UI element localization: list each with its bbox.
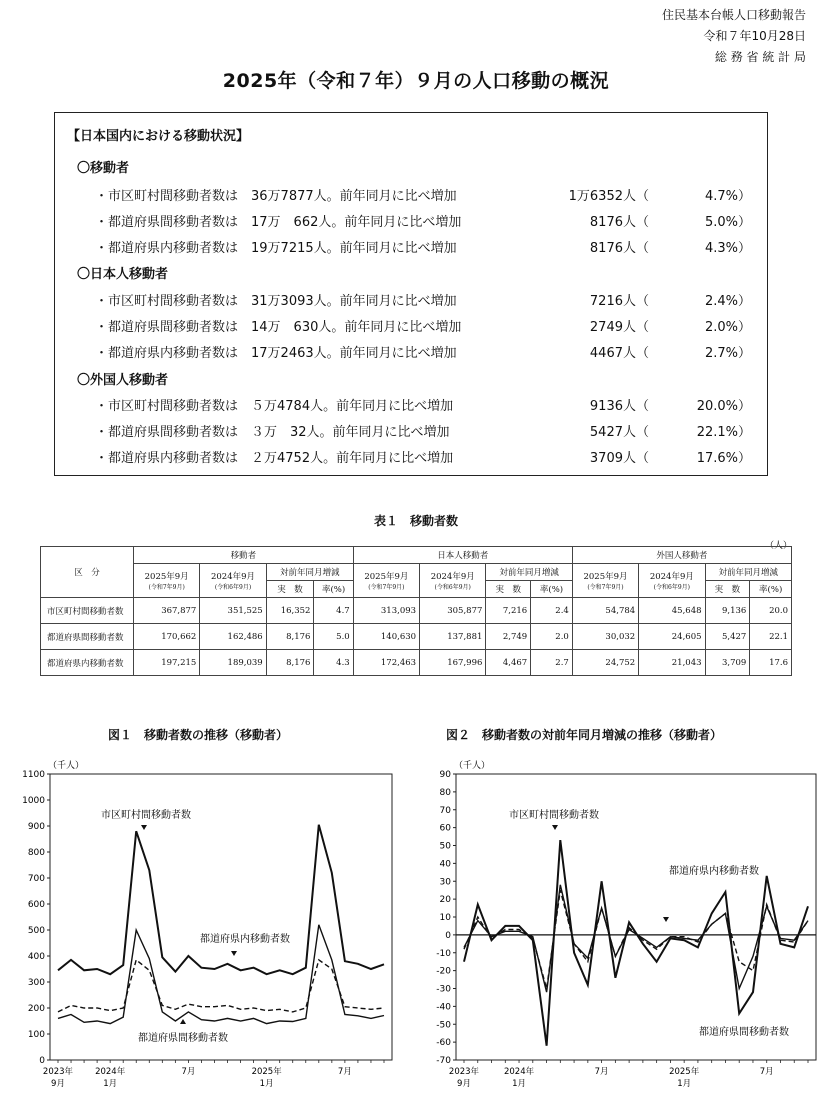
table-cell: 2.7 — [531, 650, 573, 676]
summary-row-rate: 2.7%） — [704, 346, 751, 361]
figure2-title: 図２ 移動者数の対前年同月増減の推移（移動者） — [446, 728, 723, 742]
col-2025: 2025年9月 (令和7年9月) — [353, 564, 419, 598]
table-cell: 351,525 — [200, 598, 266, 624]
table-cell: 21,043 — [639, 650, 705, 676]
summary-row-increase: 1万6352人（ — [568, 189, 649, 204]
col-count: 実 数 — [705, 581, 750, 598]
y-tick-label: -40 — [436, 1002, 451, 1013]
annotation-arrow — [663, 917, 669, 922]
annotation-arrow — [141, 825, 147, 830]
table-cell: 197,215 — [134, 650, 200, 676]
x-tick-label: 9月 — [457, 1079, 471, 1089]
x-tick-label: 7月 — [337, 1067, 352, 1077]
table1-title: 表１ 移動者数 — [373, 514, 458, 528]
report-name: 住民基本台帳人口移動報告 — [661, 8, 806, 22]
y-tick-label: 200 — [27, 1004, 45, 1014]
col-2024: 2024年9月 (令和6年9月) — [420, 564, 486, 598]
y-tick-label: -10 — [436, 948, 451, 959]
annotation-arrow — [231, 951, 237, 956]
col-2025: 2025年9月 (令和7年9月) — [134, 564, 200, 598]
summary-row-increase: 5427人（ — [589, 425, 649, 440]
y-axis-unit: （千人） — [48, 761, 85, 771]
table-cell: 2.0 — [531, 624, 573, 650]
table-row — [41, 624, 792, 650]
y-tick-label: 300 — [27, 978, 45, 988]
group-header: 日本人移動者 — [353, 547, 572, 564]
row-label: 都道府県内移動者数 — [41, 650, 134, 676]
summary-heading: 【日本国内における移動状況】 — [67, 129, 250, 144]
x-tick-label: 7月 — [759, 1067, 774, 1077]
x-tick-label: 1月 — [103, 1079, 118, 1089]
table-cell: 45,648 — [639, 598, 705, 624]
table-cell: 189,039 — [200, 650, 266, 676]
col-rate: 率(%) — [531, 581, 573, 598]
col-count: 実 数 — [486, 581, 531, 598]
summary-row — [95, 237, 755, 257]
table-cell: 22.1 — [750, 624, 792, 650]
figure1-title: 図１ 移動者数の推移（移動者） — [108, 728, 289, 742]
table-row — [41, 650, 792, 676]
y-tick-label: 1000 — [22, 796, 45, 806]
summary-row-desc: ・都道府県間移動者数は 17万 662人。前年同月に比べ増加 — [95, 215, 462, 230]
col-kubun: 区 分 — [41, 547, 134, 598]
group-header: 移動者 — [134, 547, 354, 564]
summary-row-increase: 9136人（ — [589, 399, 649, 414]
annotation-arrow — [180, 1019, 186, 1024]
table-cell: 137,881 — [420, 624, 486, 650]
y-tick-label: 80 — [439, 787, 451, 798]
x-tick-label: 9月 — [51, 1079, 65, 1089]
table-cell: 367,877 — [134, 598, 200, 624]
table-cell: 20.0 — [750, 598, 792, 624]
summary-row — [95, 290, 755, 310]
table-cell: 313,093 — [353, 598, 419, 624]
table-cell: 172,463 — [353, 650, 419, 676]
y-tick-label: -50 — [436, 1020, 451, 1031]
table-cell: 54,784 — [572, 598, 638, 624]
y-tick-label: 70 — [439, 805, 451, 816]
summary-row-increase: 8176人（ — [589, 241, 649, 256]
section-all-movers: 〇移動者 — [77, 161, 130, 176]
table-cell: 7,216 — [486, 598, 531, 624]
summary-row-rate: 4.7%） — [704, 189, 751, 204]
x-tick-label: 1月 — [512, 1079, 527, 1089]
figure2-chart — [416, 756, 828, 1101]
table1 — [40, 546, 792, 676]
table-cell: 2.4 — [531, 598, 573, 624]
group-header: 外国人移動者 — [572, 547, 791, 564]
x-tick-label: 2023年 — [42, 1067, 74, 1077]
summary-row-desc: ・市区町村間移動者数は 31万3093人。前年同月に比べ増加 — [95, 294, 457, 309]
y-tick-label: 1100 — [22, 770, 45, 780]
summary-row-desc: ・都道府県間移動者数は ３万 32人。前年同月に比べ増加 — [95, 425, 450, 440]
x-tick-label: 2023年 — [448, 1067, 480, 1077]
y-tick-label: -70 — [436, 1056, 451, 1066]
table-cell: 17.6 — [750, 650, 792, 676]
table-cell: 4,467 — [486, 650, 531, 676]
annotation-label: 都道府県間移動者数 — [138, 1033, 228, 1044]
table-cell: 8,176 — [266, 650, 314, 676]
table-row — [41, 598, 792, 624]
col-2025: 2025年9月 (令和7年9月) — [572, 564, 638, 598]
y-tick-label: 40 — [439, 859, 451, 870]
y-tick-label: 400 — [27, 952, 45, 962]
table-cell: 162,486 — [200, 624, 266, 650]
summary-row-rate: 2.0%） — [704, 320, 751, 335]
annotation-label: 都道府県内移動者数 — [669, 866, 759, 877]
y-tick-label: 700 — [27, 874, 45, 884]
y-tick-label: 0 — [445, 930, 451, 941]
summary-row — [95, 447, 755, 467]
col-diff: 対前年同月増減 — [705, 564, 791, 581]
summary-row-rate: 2.4%） — [704, 294, 751, 309]
summary-row — [95, 342, 755, 362]
x-tick-label: 1月 — [259, 1079, 274, 1089]
summary-row — [95, 316, 755, 336]
y-axis-unit: （千人） — [454, 761, 491, 771]
col-diff: 対前年同月増減 — [266, 564, 353, 581]
row-label: 市区町村間移動者数 — [41, 598, 134, 624]
col-rate: 率(%) — [314, 581, 353, 598]
annotation-label: 都道府県内移動者数 — [200, 934, 290, 945]
y-tick-label: 600 — [27, 900, 45, 910]
table-cell: 30,032 — [572, 624, 638, 650]
y-tick-label: 10 — [439, 913, 451, 923]
table-cell: 167,996 — [420, 650, 486, 676]
y-tick-label: -30 — [436, 984, 451, 995]
annotation-arrow — [552, 825, 558, 830]
summary-row — [95, 421, 755, 441]
table-cell: 170,662 — [134, 624, 200, 650]
y-tick-label: 30 — [439, 877, 451, 888]
series-line-0 — [58, 825, 384, 975]
summary-box — [54, 112, 768, 476]
annotation-label: 都道府県間移動者数 — [699, 1027, 789, 1038]
y-tick-label: -60 — [436, 1038, 451, 1049]
table-cell: 3,709 — [705, 650, 750, 676]
annotation-label: 市区町村間移動者数 — [509, 810, 599, 821]
col-2024: 2024年9月 (令和6年9月) — [639, 564, 705, 598]
y-tick-label: 100 — [27, 1030, 45, 1040]
table1-unit: （人） — [764, 541, 792, 551]
summary-row-desc: ・都道府県内移動者数は ２万4752人。前年同月に比べ増加 — [95, 451, 454, 466]
summary-row — [95, 211, 755, 231]
table-cell: 4.7 — [314, 598, 353, 624]
summary-row-desc: ・市区町村間移動者数は ５万4784人。前年同月に比べ増加 — [95, 399, 454, 414]
summary-row-rate: 20.0%） — [696, 399, 751, 414]
y-tick-label: 800 — [27, 848, 45, 858]
series-line-1 — [464, 890, 808, 988]
col-2024: 2024年9月 (令和6年9月) — [200, 564, 266, 598]
summary-row-rate: 5.0%） — [704, 215, 751, 230]
x-tick-label: 1月 — [677, 1079, 692, 1089]
summary-row-increase: 7216人（ — [589, 294, 649, 309]
table-cell: 4.3 — [314, 650, 353, 676]
summary-row — [95, 185, 755, 205]
report-date: 令和７年10月28日 — [703, 29, 806, 43]
table-cell: 5.0 — [314, 624, 353, 650]
y-tick-label: 60 — [439, 823, 451, 834]
summary-row-desc: ・市区町村間移動者数は 36万7877人。前年同月に比べ増加 — [95, 189, 457, 204]
y-tick-label: 500 — [27, 926, 45, 936]
x-tick-label: 2025年 — [669, 1067, 700, 1077]
row-label: 都道府県間移動者数 — [41, 624, 134, 650]
summary-row-rate: 17.6%） — [696, 451, 751, 466]
summary-row-desc: ・都道府県内移動者数は 17万2463人。前年同月に比べ増加 — [95, 346, 457, 361]
col-diff: 対前年同月増減 — [486, 564, 572, 581]
summary-row-desc: ・都道府県間移動者数は 14万 630人。前年同月に比べ増加 — [95, 320, 462, 335]
table-cell: 305,877 — [420, 598, 486, 624]
col-count: 実 数 — [266, 581, 314, 598]
summary-row-rate: 4.3%） — [704, 241, 751, 256]
y-tick-label: 20 — [439, 895, 451, 906]
section-japanese-movers: 〇日本人移動者 — [77, 267, 169, 282]
summary-row-rate: 22.1%） — [696, 425, 751, 440]
summary-row-increase: 2749人（ — [589, 320, 649, 335]
summary-row-increase: 4467人（ — [589, 346, 649, 361]
table-cell: 24,605 — [639, 624, 705, 650]
report-agency: 総 務 省 統 計 局 — [714, 50, 806, 64]
series-line-2 — [464, 885, 808, 992]
y-tick-label: -20 — [436, 966, 451, 977]
x-tick-label: 7月 — [181, 1067, 196, 1077]
table-cell: 9,136 — [705, 598, 750, 624]
y-tick-label: 50 — [439, 841, 451, 852]
x-tick-label: 2024年 — [95, 1067, 126, 1077]
section-foreign-movers: 〇外国人移動者 — [77, 373, 169, 388]
table-cell: 16,352 — [266, 598, 314, 624]
x-tick-label: 2024年 — [503, 1067, 535, 1077]
table-cell: 8,176 — [266, 624, 314, 650]
annotation-label: 市区町村間移動者数 — [101, 810, 191, 821]
y-tick-label: 90 — [439, 770, 451, 780]
summary-row-desc: ・都道府県内移動者数は 19万7215人。前年同月に比べ増加 — [95, 241, 457, 256]
table-cell: 5,427 — [705, 624, 750, 650]
series-line-1 — [58, 960, 384, 1012]
summary-row-increase: 3709人（ — [589, 451, 649, 466]
x-tick-label: 7月 — [594, 1067, 609, 1077]
col-rate: 率(%) — [750, 581, 792, 598]
table-cell: 140,630 — [353, 624, 419, 650]
figure1-chart — [0, 756, 400, 1101]
summary-row — [95, 395, 755, 415]
x-tick-label: 2025年 — [251, 1067, 282, 1077]
page-title: 2025年（令和７年）９月の人口移動の概況 — [222, 70, 610, 92]
table-cell: 24,752 — [572, 650, 638, 676]
summary-row-increase: 8176人（ — [589, 215, 649, 230]
y-tick-label: 0 — [39, 1056, 45, 1066]
table-cell: 2,749 — [486, 624, 531, 650]
y-tick-label: 900 — [27, 822, 45, 832]
